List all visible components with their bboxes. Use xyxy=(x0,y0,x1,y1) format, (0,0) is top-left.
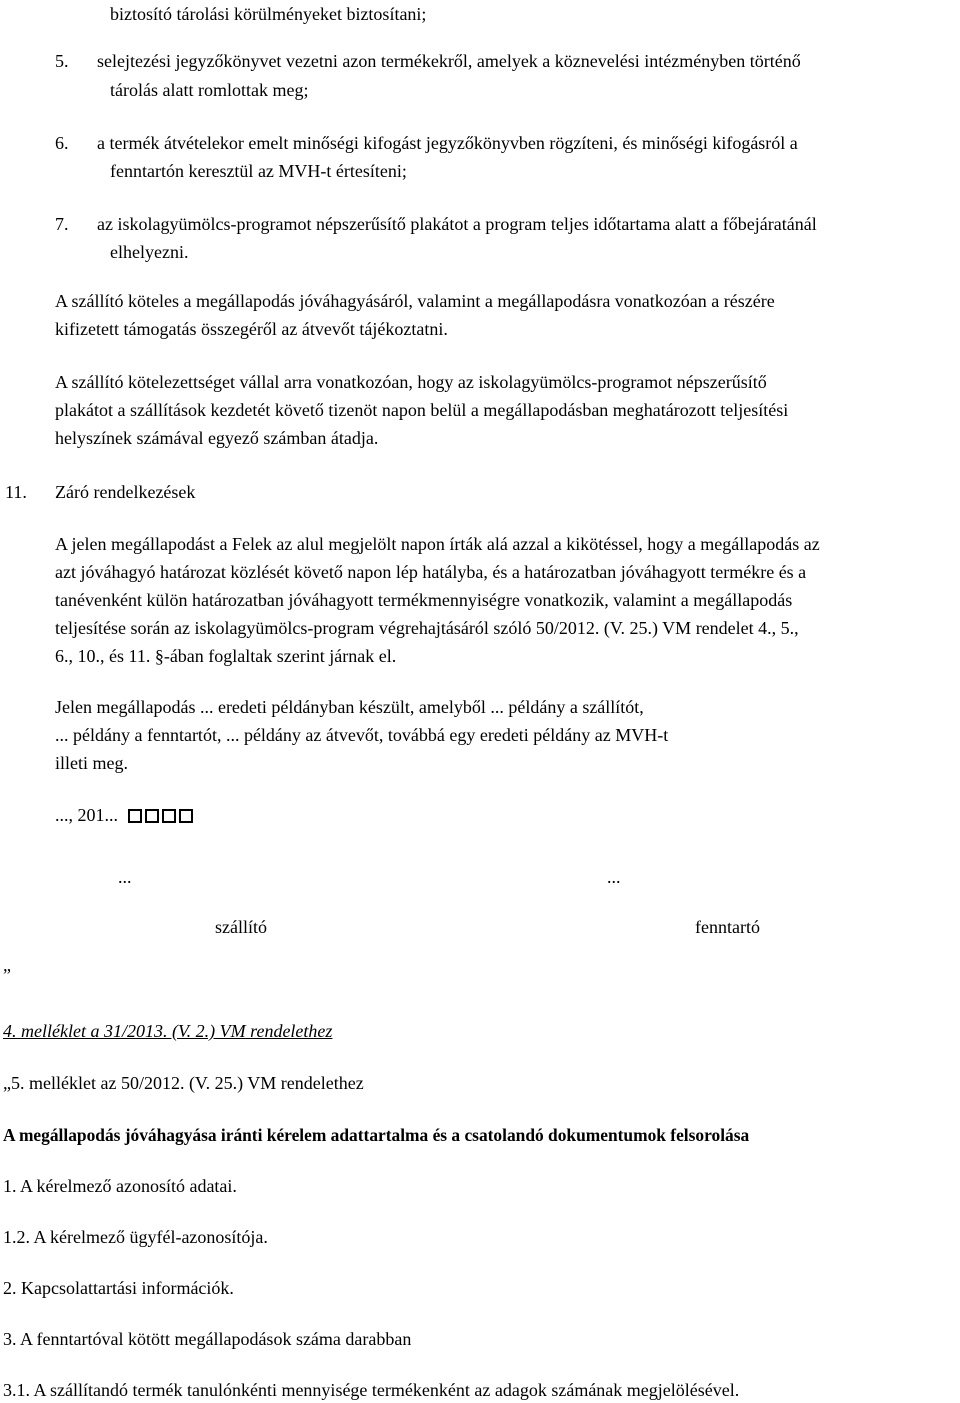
square-icon xyxy=(128,809,142,823)
list-item-5-line-2: tárolás alatt romlottak meg; xyxy=(110,80,309,100)
signature-line-right: ... xyxy=(607,867,621,887)
list-number-7: 7. xyxy=(55,214,69,234)
para-c-line-4: teljesítése során az iskolagyümölcs-program végrehajtásáról szóló 50/2012. (V. 25.) VM rendelet 4., 5., xyxy=(55,618,799,638)
annex-title: 4. melléklet a 31/2013. (V. 2.) VM rendelethez xyxy=(3,1021,333,1041)
para-b-line-1: A szállító kötelezettséget vállal arra vonatkozóan, hogy az iskolagyümölcs-programot népszerűsítő xyxy=(55,372,767,392)
section-title: Záró rendelkezések xyxy=(55,482,196,502)
list-number-6: 6. xyxy=(55,133,69,153)
date-text: ..., 201... xyxy=(55,805,118,825)
square-icon xyxy=(179,809,193,823)
para-d-line-2: ... példány a fenntartót, ... példány az átvevőt, továbbá egy eredeti példány az MVH-t xyxy=(55,725,669,745)
item-3: 3. A fenntartóval kötött megállapodások száma darabban xyxy=(3,1329,412,1349)
para-b-line-3: helyszínek számával egyező számban átadja. xyxy=(55,428,379,448)
para-c-line-1: A jelen megállapodást a Felek az alul megjelölt napon írták alá azzal a kikötéssel, hogy a megállapodás az xyxy=(55,534,820,554)
para-c-line-2: azt jóváhagyó határozat közlését követő napon lép hatályba, és a határozatban jóváhagyott termékre és a xyxy=(55,562,807,582)
item-1-2: 1.2. A kérelmező ügyfél-azonosítója. xyxy=(3,1227,268,1247)
signature-line-left: ... xyxy=(118,867,132,887)
signature-label-supplier: szállító xyxy=(215,917,267,937)
square-icon xyxy=(145,809,159,823)
section-number: 11. xyxy=(5,482,27,502)
list-item-6-line-1: a termék átvételekor emelt minőségi kifogást jegyzőkönyvben rögzíteni, és minőségi kifogásról a xyxy=(97,133,798,153)
item-2: 2. Kapcsolattartási információk. xyxy=(3,1278,234,1298)
list-item-6-line-2: fenntartón keresztül az MVH-t értesíteni; xyxy=(110,161,407,181)
para-a-line-2: kifizetett támogatás összegéről az átvevőt tájékoztatni. xyxy=(55,319,448,339)
para-d-line-3: illeti meg. xyxy=(55,753,128,773)
para-c-line-5: 6., 10., és 11. §-ában foglaltak szerint járnak el. xyxy=(55,646,397,666)
para-c-line-3: tanévenként külön határozatban jóváhagyott termékmennyiségre vonatkozik, valamint a megállapodás xyxy=(55,590,793,610)
placeholder-boxes xyxy=(128,806,196,828)
list-number-5: 5. xyxy=(55,51,69,71)
annex-reference: „5. melléklet az 50/2012. (V. 25.) VM rendelethez xyxy=(3,1073,364,1093)
list-item-7-line-2: elhelyezni. xyxy=(110,242,189,262)
list-item-5-line-1: selejtezési jegyzőkönyvet vezetni azon termékekről, amelyek a köznevelési intézményben történő xyxy=(97,51,801,71)
continuation-text: biztosító tárolási körülményeket biztosítani; xyxy=(110,4,427,24)
section-heading: A megállapodás jóváhagyása iránti kérelem adattartalma és a csatolandó dokumentumok felsorolása xyxy=(3,1125,750,1145)
closing-quote: ” xyxy=(3,965,11,985)
list-item-7-line-1: az iskolagyümölcs-programot népszerűsítő plakátot a program teljes időtartama alatt a főbejáratánál xyxy=(97,214,817,234)
square-icon xyxy=(162,809,176,823)
para-a-line-1: A szállító köteles a megállapodás jóváhagyásáról, valamint a megállapodásra vonatkozóan a részére xyxy=(55,291,775,311)
signature-label-maintainer: fenntartó xyxy=(695,917,760,937)
date-line xyxy=(55,804,196,828)
item-3-1: 3.1. A szállítandó termék tanulónkénti mennyisége termékenként az adagok számának megjelölésével. xyxy=(3,1380,740,1400)
item-1: 1. A kérelmező azonosító adatai. xyxy=(3,1176,237,1196)
para-b-line-2: plakátot a szállítások kezdetét követő tizenöt napon belül a megállapodásban meghatározott teljesítési xyxy=(55,400,789,420)
para-d-line-1: Jelen megállapodás ... eredeti példányban készült, amelyből ... példány a szállítót, xyxy=(55,697,644,717)
